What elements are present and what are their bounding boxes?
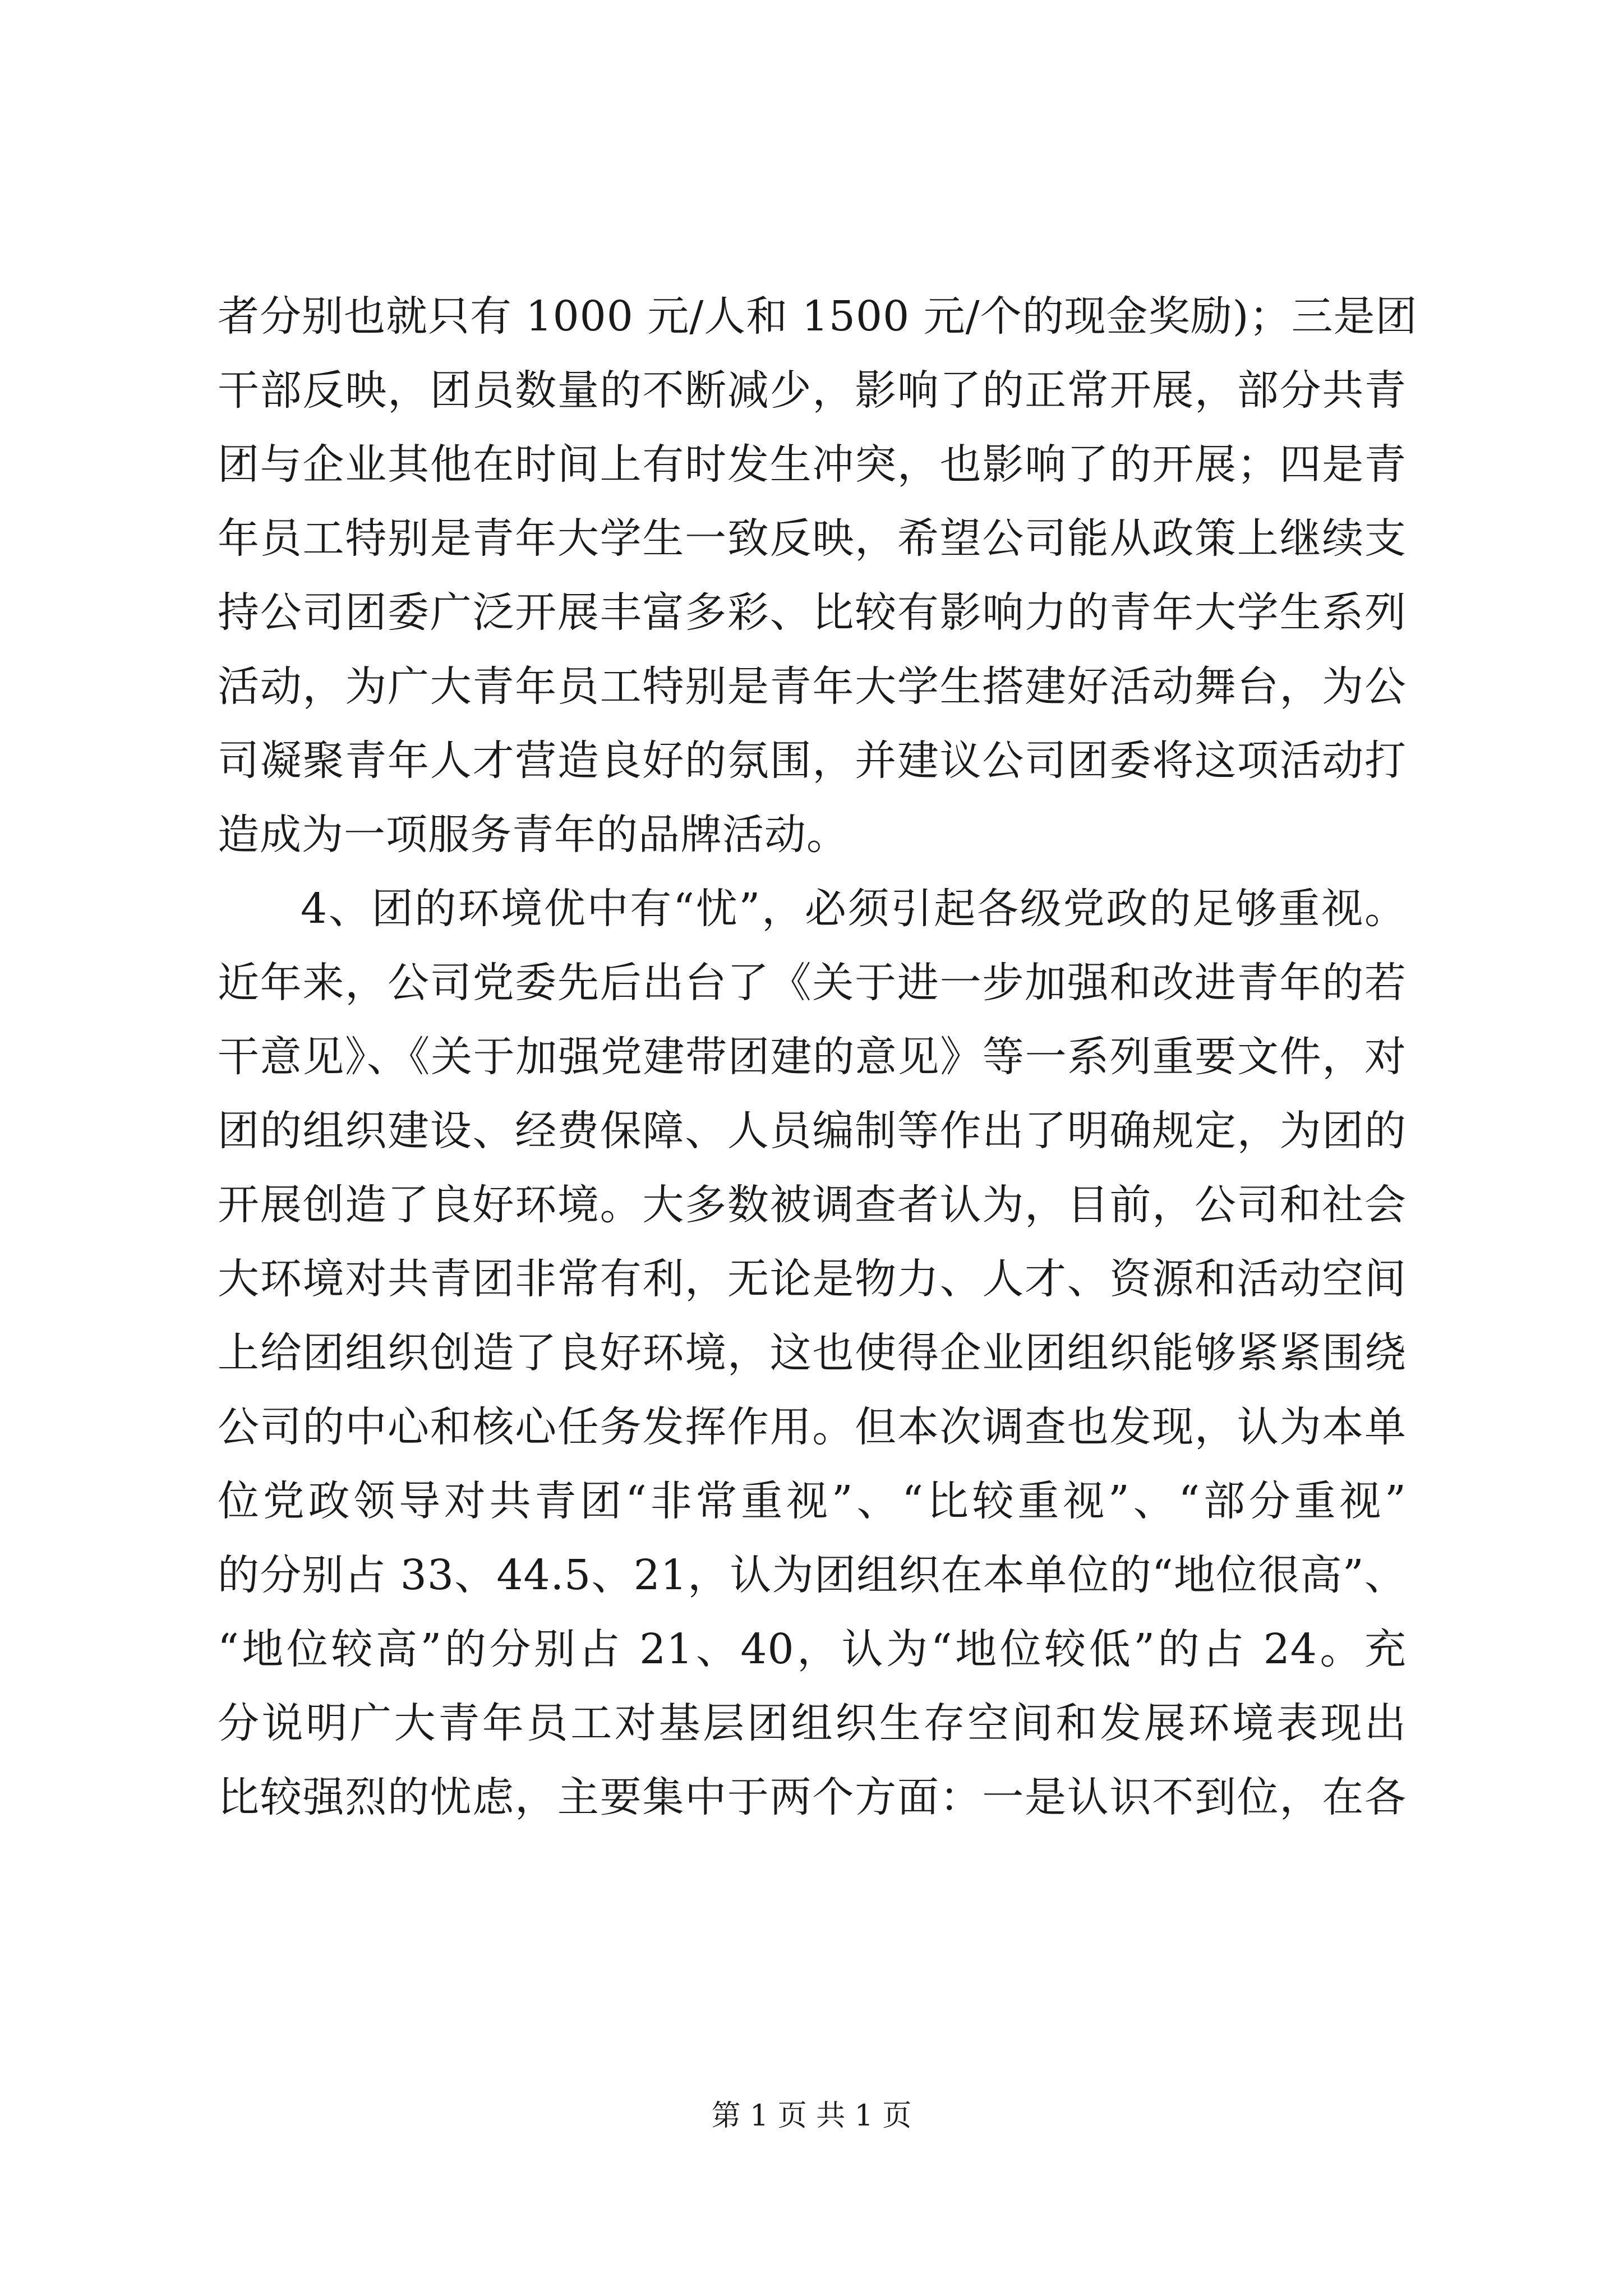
- text-line: 公司的中心和核心任务发挥作用。但本次调查也发现，认为本单: [218, 1403, 1407, 1451]
- paragraph-section-4: [218, 872, 1407, 1834]
- text-line: 司凝聚青年人才营造良好的氛围，并建议公司团委将这项活动打: [218, 737, 1407, 785]
- text-line: 比较强烈的忧虑，主要集中于两个方面：一是认识不到位，在各: [218, 1773, 1407, 1821]
- text-line: 开展创造了良好环境。大多数被调查者认为，目前，公司和社会: [218, 1181, 1407, 1229]
- text-line: 4、团的环境优中有“忧”，必须引起各级党政的足够重视。: [301, 885, 1407, 933]
- text-line: 活动，为广大青年员工特别是青年大学生搭建好活动舞台，为公: [218, 662, 1407, 711]
- text-line: 干部反映，团员数量的不断减少，影响了的正常开展，部分共青: [218, 366, 1407, 415]
- text-line: 团与企业其他在时间上有时发生冲突，也影响了的开展；四是青: [218, 440, 1407, 489]
- text-line: 者分别也就只有 1000 元/人和 1500 元/个的现金奖励)；三是团: [218, 292, 1418, 341]
- text-line: 分说明广大青年员工对基层团组织生存空间和发展环境表现出: [218, 1699, 1407, 1747]
- text-line: 造成为一项服务青年的品牌活动。: [218, 811, 849, 859]
- text-line: 上给团组织创造了良好环境，这也使得企业团组织能够紧紧围绕: [218, 1329, 1407, 1377]
- text-line: 的分别占 33、44.5、21，认为团组织在本单位的“地位很高”、: [218, 1551, 1407, 1599]
- text-line: 团的组织建设、经费保障、人员编制等作出了明确规定，为团的: [218, 1107, 1407, 1155]
- document-body: [218, 279, 1418, 1834]
- text-line: “地位较高”的分别占 21、40，认为“地位较低”的占 24。充: [218, 1625, 1407, 1673]
- text-line: 近年来，公司党委先后出台了《关于进一步加强和改进青年的若: [218, 959, 1407, 1007]
- page-number-footer: 第 1 页 共 1 页: [711, 2099, 912, 2133]
- text-line: 位党政领导对共青团“非常重视”、“比较重视”、“部分重视”: [218, 1477, 1407, 1525]
- text-line: 干意见》、《关于加强党建带团建的意见》等一系列重要文件，对: [218, 1033, 1407, 1081]
- paragraph-continuation: [218, 279, 1418, 872]
- text-line: 持公司团委广泛开展丰富多彩、比较有影响力的青年大学生系列: [218, 588, 1407, 637]
- text-line: 年员工特别是青年大学生一致反映，希望公司能从政策上继续支: [218, 514, 1407, 563]
- text-line: 大环境对共青团非常有利，无论是物力、人才、资源和活动空间: [218, 1255, 1407, 1303]
